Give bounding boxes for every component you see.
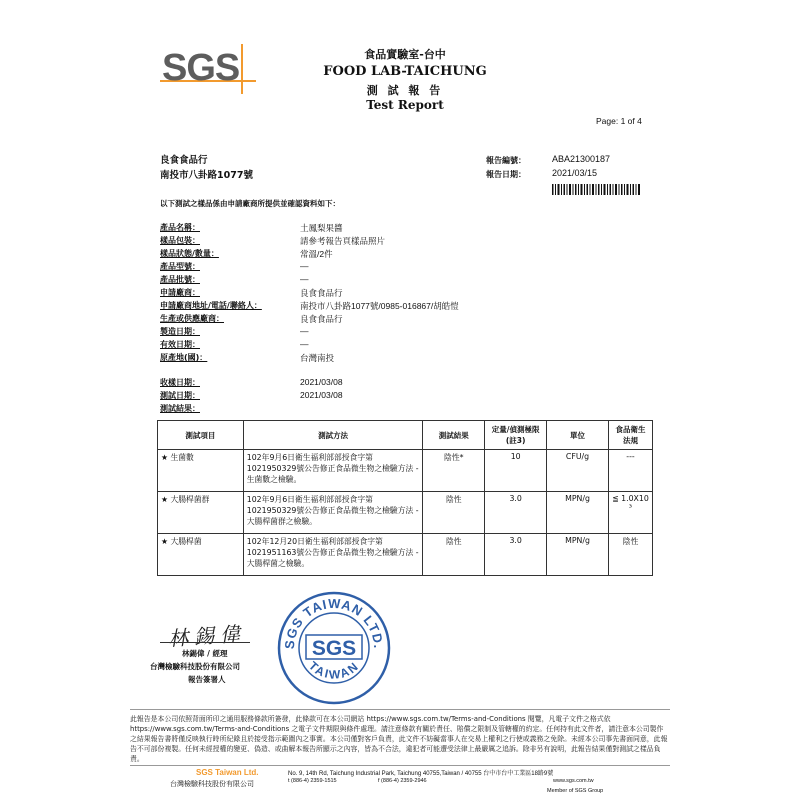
report-number: ABA21300187 <box>552 154 611 164</box>
kv-value: 2021/03/08 <box>300 377 343 387</box>
signer-name: 林錫偉 / 經理 <box>182 649 228 658</box>
page-number: Page: 1 of 4 <box>596 116 642 126</box>
svg-text:SGS: SGS <box>162 47 240 89</box>
kv-value: — <box>300 261 309 271</box>
kv-value: 良食食品行 <box>300 288 343 298</box>
footer-fax: f (886-4) 2359-2946 <box>378 778 427 784</box>
kv-value: 2021/03/08 <box>300 390 343 400</box>
kv-label: 產品型號： <box>160 262 200 271</box>
kv-label: 生產或供應廠商： <box>160 314 224 323</box>
cell-unit: MPN/g <box>547 492 609 534</box>
kv-label: 測試結果： <box>160 404 200 413</box>
col-header: 食品衛生法規 <box>608 421 652 450</box>
svg-text:TAIWAN <box>306 659 362 682</box>
kv-value: 請參考報告頁樣品照片 <box>300 236 386 246</box>
footer-address: No. 9, 14th Rd, Taichung Industrial Park, Taichung 40755,Taiwan / 40755 台中市台中工業區18路9號 <box>288 771 554 777</box>
stamp-center: SGS <box>311 637 357 660</box>
report-date-label: 報告日期： <box>486 170 526 179</box>
footer-web: www.sgs.com.tw <box>553 778 594 784</box>
disclaimer: 此報告是本公司依照背面所印之通用服務條款所簽發，此條款可在本公司網站 https://www.sgs.com.tw/Terms-and-Conditions 閱覽，凡電子文件之格式依 https://www.sgs.com.tw/Terms-and-Conditions 之電子文件期限與條件處理。請注意條款有關於責任、賠償之限制及管轄權的約定。任何持有此文件者，請注意本公司製作之結果報告書將僅反映執行時所紀錄且於接受指示範圍內之事實。本公司僅對客戶負責，此文件不妨礙當事人在交易上權利之行使或義務之免除。未經本公司事先書面同意，此報告不可部份複製。任何未經授權的變更、偽造、或曲解本報告所顯示之內容，皆為不合法，違犯者可能遭受法律上最嚴厲之追訴。除非另有說明，此報告結果僅對測試之樣品負責。 <box>130 715 668 763</box>
col-header: 測試方法 <box>243 421 423 450</box>
stamp-bottom-text: TAIWAN <box>305 658 363 682</box>
results-table <box>157 420 653 576</box>
footer-bar <box>130 765 670 766</box>
kv-label: 測試日期： <box>160 391 200 400</box>
cell-unit: MPN/g <box>547 534 609 576</box>
kv-label: 製造日期： <box>160 327 200 336</box>
table-header-row <box>158 421 653 450</box>
cell-regulation: 陰性 <box>608 534 652 576</box>
signature-line <box>160 642 250 643</box>
col-header: 單位 <box>547 421 609 450</box>
cell-limit: 3.0 <box>485 534 547 576</box>
signer-company: 台灣檢驗科技股份有限公司 <box>150 662 240 671</box>
handwritten-signature: 林錫偉 <box>167 621 247 651</box>
kv-label: 原產地(國)： <box>160 353 208 362</box>
intro-text: 以下測試之樣品係由申請廠商所提供並確認資料如下： <box>160 199 340 208</box>
report-title-zh: 測 試 報 告 <box>366 84 444 97</box>
lab-title-en: FOOD LAB-TAICHUNG <box>323 64 487 79</box>
cell-result: 陰性 <box>423 492 485 534</box>
table-row <box>158 534 653 576</box>
report-number-label: 報告編號： <box>486 156 526 165</box>
cell-limit: 3.0 <box>485 492 547 534</box>
cell-limit: 10 <box>485 450 547 492</box>
col-header: 定量/偵測極限(註3) <box>485 421 547 450</box>
cell-result: 陰性* <box>423 450 485 492</box>
kv-value: — <box>300 339 309 349</box>
cell-item: ★ 生菌數 <box>158 450 244 492</box>
kv-label: 產品名稱： <box>160 223 200 232</box>
kv-value: 常溫/2件 <box>300 249 333 259</box>
kv-label: 申請廠商： <box>160 288 200 297</box>
kv-label: 樣品狀態/數量： <box>160 249 219 258</box>
cell-item: ★ 大腸桿菌 <box>158 534 244 576</box>
stamp-top-text: SGS TAIWAN LTD. <box>281 595 387 650</box>
col-header: 測試結果 <box>423 421 485 450</box>
cell-regulation: --- <box>608 450 652 492</box>
cell-item: ★ 大腸桿菌群 <box>158 492 244 534</box>
kv-value: 良食食品行 <box>300 314 343 324</box>
table-row <box>158 492 653 534</box>
kv-label: 收樣日期： <box>160 378 200 387</box>
cell-unit: CFU/g <box>547 450 609 492</box>
kv-label: 產品批號： <box>160 275 200 284</box>
kv-value: 南投市八卦路1077號/0985-016867/胡皓愷 <box>300 301 459 311</box>
client-address: 南投市八卦路1077號 <box>160 170 253 181</box>
kv-label: 有效日期： <box>160 340 200 349</box>
kv-value: 土鳳梨果醬 <box>300 223 343 233</box>
col-header: 測試項目 <box>158 421 244 450</box>
report-date: 2021/03/15 <box>552 168 598 178</box>
signer-role: 報告簽署人 <box>188 675 226 684</box>
kv-value: — <box>300 326 309 336</box>
client-name: 良食食品行 <box>160 155 208 166</box>
footer-company-en: SGS Taiwan Ltd. <box>196 768 259 777</box>
cell-result: 陰性 <box>423 534 485 576</box>
footer-divider <box>130 709 670 710</box>
table-row <box>158 450 653 492</box>
cell-method: 102年12月20日衛生福利部部授食字第1021951163號公告修正食品微生物之檢驗方法 - 大腸桿菌之檢驗。 <box>243 534 423 576</box>
barcode <box>552 180 640 191</box>
kv-label: 申請廠商地址/電話/聯絡人： <box>160 301 262 310</box>
cell-regulation: ≦ 1.0X10 ³ <box>608 492 652 534</box>
footer-member: Member of SGS Group <box>547 788 604 794</box>
lab-title-zh: 食品實驗室-台中 <box>364 48 446 61</box>
footer-tel: t (886-4) 2359-1515 <box>288 778 337 784</box>
kv-label: 樣品包裝： <box>160 236 200 245</box>
footer-company-zh: 台灣檢驗科技股份有限公司 <box>170 780 254 788</box>
cell-method: 102年9月6日衛生福利部部授食字第1021950329號公告修正食品微生物之檢驗方法 - 生菌數之檢驗。 <box>243 450 423 492</box>
kv-value: 台灣南投 <box>300 353 335 363</box>
kv-value: — <box>300 274 309 284</box>
cell-method: 102年9月6日衛生福利部部授食字第1021950329號公告修正食品微生物之檢驗方法 - 大腸桿菌群之檢驗。 <box>243 492 423 534</box>
sgs-stamp <box>276 590 392 706</box>
report-title-en: Test Report <box>366 98 444 112</box>
